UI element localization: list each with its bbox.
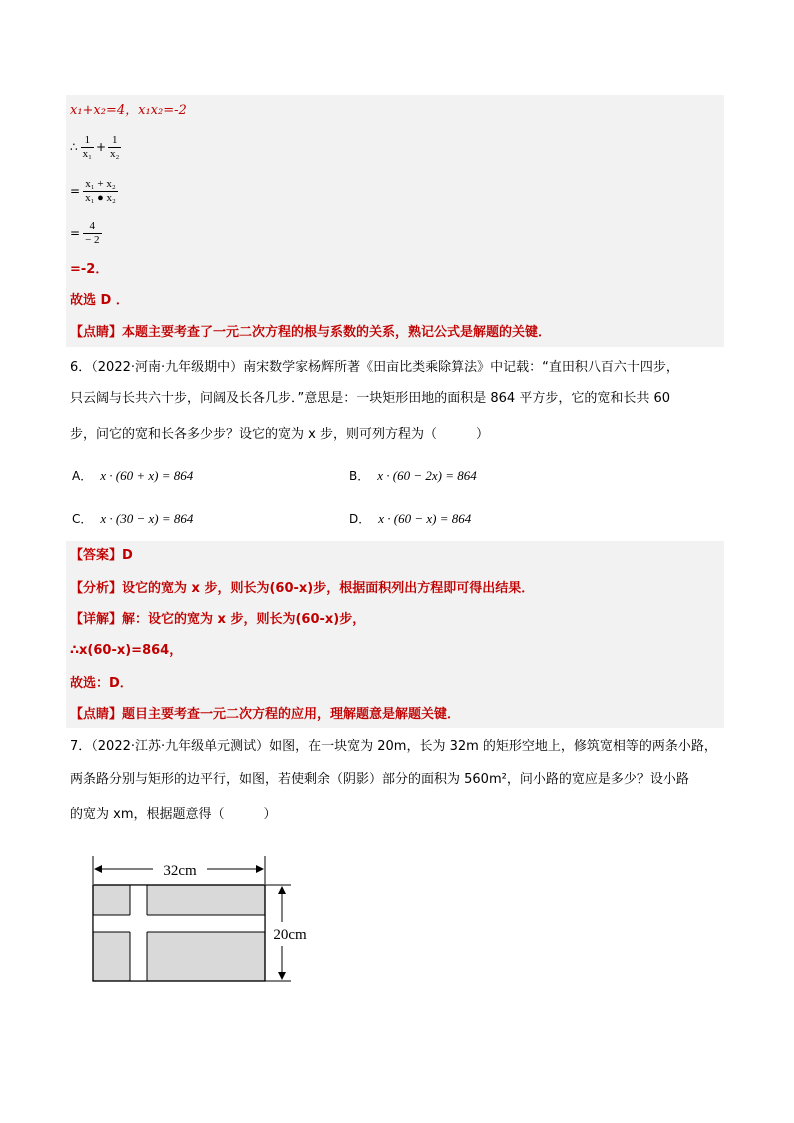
question6-line2: 只云阔与长共六十步，问阔及长各几步．”意思是：一块矩形田地的面积是 864 平方步，它的宽和长共 60 <box>70 391 670 406</box>
arrowhead-right <box>256 865 264 873</box>
substituted-fraction: = $\frac{4}{- 2}$ <box>70 219 100 246</box>
choice6-line: 故选：D． <box>70 676 133 691</box>
solution6-block <box>66 541 724 728</box>
vertical-road <box>130 885 147 981</box>
arrowhead-down <box>278 972 286 980</box>
combined-fraction: = $\frac{\text{x₁ + x₂}}{\text{x₁ ● x₂}}$ <box>70 177 116 204</box>
solution5-block <box>66 95 724 347</box>
question6-line1: 6．（2022·河南·九年级期中）南宋数学家杨辉所著《田亩比类乘除算法》中记载：“直田积八百六十四步， <box>70 360 679 375</box>
field-rectangle <box>93 885 265 981</box>
question7-line2: 两条路分别与矩形的边平行，如图，若使剩余（阴影）部分的面积为 560m²，问小路的宽应是多少？设小路 <box>70 772 689 787</box>
question6-line3: 步，问它的宽和长各多少步？设它的宽为 x 步，则可列方程为（ ） <box>70 427 489 442</box>
question7-line3: 的宽为 xm，根据题意得（ ） <box>70 807 277 822</box>
question7-line1: 7．（2022·江苏·九年级单元测试）如图，在一块宽为 20m，长为 32m 的矩形空地上，修筑宽相等的两条小路， <box>70 739 717 754</box>
option-a[interactable]: A． x · (60 + x) = 864 <box>72 468 194 483</box>
roots-relation: x₁+x₂=4，x₁x₂=-2 <box>70 103 187 118</box>
arrowhead-up <box>278 886 286 894</box>
fraction-1-over-x1: $\frac{1}{\text{x₁}}$ <box>82 133 92 160</box>
analysis-line: 【分析】设它的宽为 x 步，则长为(60-x)步，根据面积列出方程即可得出结果． <box>70 581 535 596</box>
fraction-4-over-neg2: $\frac{4}{- 2}$ <box>85 219 100 246</box>
answer-line: 【答案】D <box>70 548 133 563</box>
detail-line: 【详解】解：设它的宽为 x 步，则长为(60-x)步， <box>70 612 366 627</box>
option-b[interactable]: B． x · (60 − 2x) = 864 <box>349 468 477 483</box>
fraction-sum-over-product: $\frac{\text{x₁ + x₂}}{\text{x₁ ● x₂}}$ <box>85 177 116 204</box>
arrowhead-left <box>94 865 102 873</box>
rectangle-roads-figure <box>85 852 325 984</box>
comment6-line: 【点睛】题目主要考查一元二次方程的应用，理解题意是解题关键． <box>70 707 461 722</box>
result-value: =-2． <box>70 262 109 277</box>
choice-text: 故选 D ． <box>70 293 129 308</box>
height-label: 20cm <box>273 927 307 943</box>
width-label: 32cm <box>163 863 197 879</box>
equation-line: ∴x(60-x)=864， <box>70 643 183 658</box>
option-d[interactable]: D． x · (60 − x) = 864 <box>349 511 472 526</box>
sum-of-reciprocals: ∴ $\frac{1}{\text{x₁}}$ + $\frac{1}{\text{x₂}}$ <box>70 133 120 160</box>
comment-line: 【点睛】本题主要考查了一元二次方程的根与系数的关系，熟记公式是解题的关键． <box>70 325 552 340</box>
horizontal-road <box>93 915 265 932</box>
option-c[interactable]: C． x · (30 − x) = 864 <box>72 511 194 526</box>
fraction-1-over-x2: $\frac{1}{\text{x₂}}$ <box>110 133 120 160</box>
